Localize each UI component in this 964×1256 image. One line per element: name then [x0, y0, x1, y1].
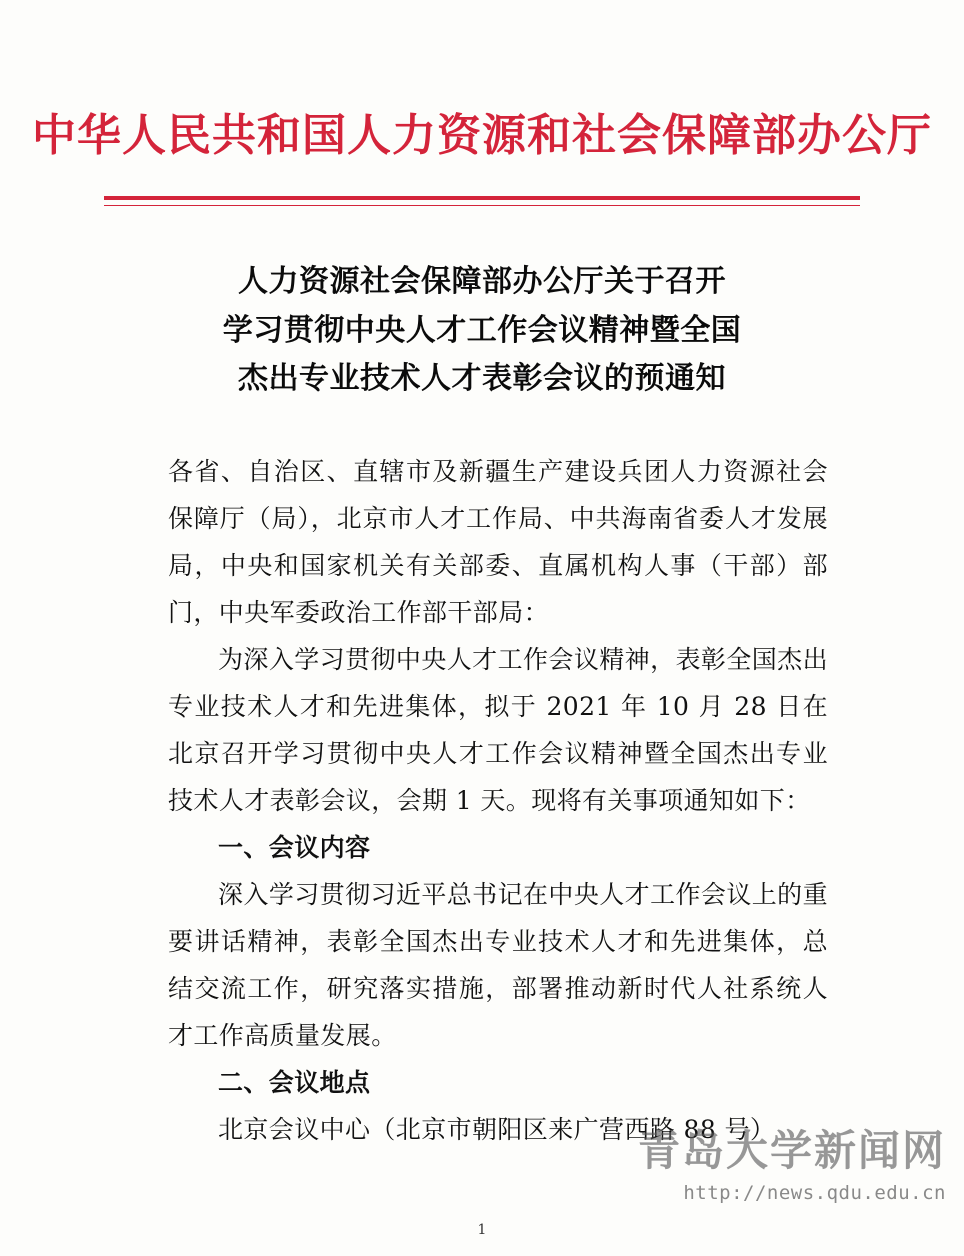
section-heading-meeting-location: 二、会议地点	[218, 1068, 371, 1097]
page-number: 1	[477, 1222, 487, 1238]
watermark-site-name: 青岛大学新闻网	[637, 1126, 946, 1175]
paragraph-intro: 为深入学习贯彻中央人才工作会议精神，表彰全国杰出专业技术人才和先进集体，拟于 2021 年 10 月 28 日在北京召开学习贯彻中央人才工作会议精神暨全国杰出专业技术人才表彰会议，会期 1 天。现将有关事项通知如下：	[168, 645, 828, 815]
letterhead-rule-thin	[104, 205, 860, 206]
section-heading-meeting-content: 一、会议内容	[218, 833, 371, 862]
paragraph-meeting-location: 北京会议中心（北京市朝阳区来广营西路 88 号）	[218, 1115, 776, 1144]
document-body	[168, 448, 828, 1153]
document-title	[130, 258, 834, 404]
letterhead-rule-thick	[104, 196, 860, 200]
watermark-url: http://news.qdu.edu.cn	[683, 1182, 946, 1204]
paragraph-meeting-content: 深入学习贯彻习近平总书记在中央人才工作会议上的重要讲话精神，表彰全国杰出专业技术人才和先进集体，总结交流工作，研究落实措施，部署推动新时代人社系统人才工作高质量发展。	[168, 880, 828, 1050]
document-title-line-3: 杰出专业技术人才表彰会议的预通知	[238, 361, 726, 397]
letterhead	[0, 108, 964, 163]
document-title-line-2: 学习贯彻中央人才工作会议精神暨全国	[222, 312, 742, 348]
letterhead-organization: 中华人民共和国人力资源和社会保障部办公厅	[32, 110, 932, 161]
paragraph-recipients: 各省、自治区、直辖市及新疆生产建设兵团人力资源社会保障厅（局），北京市人才工作局、中共海南省委人才发展局，中央和国家机关有关部委、直属机构人事（干部）部门，中央军委政治工作部干部局：	[168, 457, 828, 627]
document-title-line-1: 人力资源社会保障部办公厅关于召开	[238, 264, 726, 299]
